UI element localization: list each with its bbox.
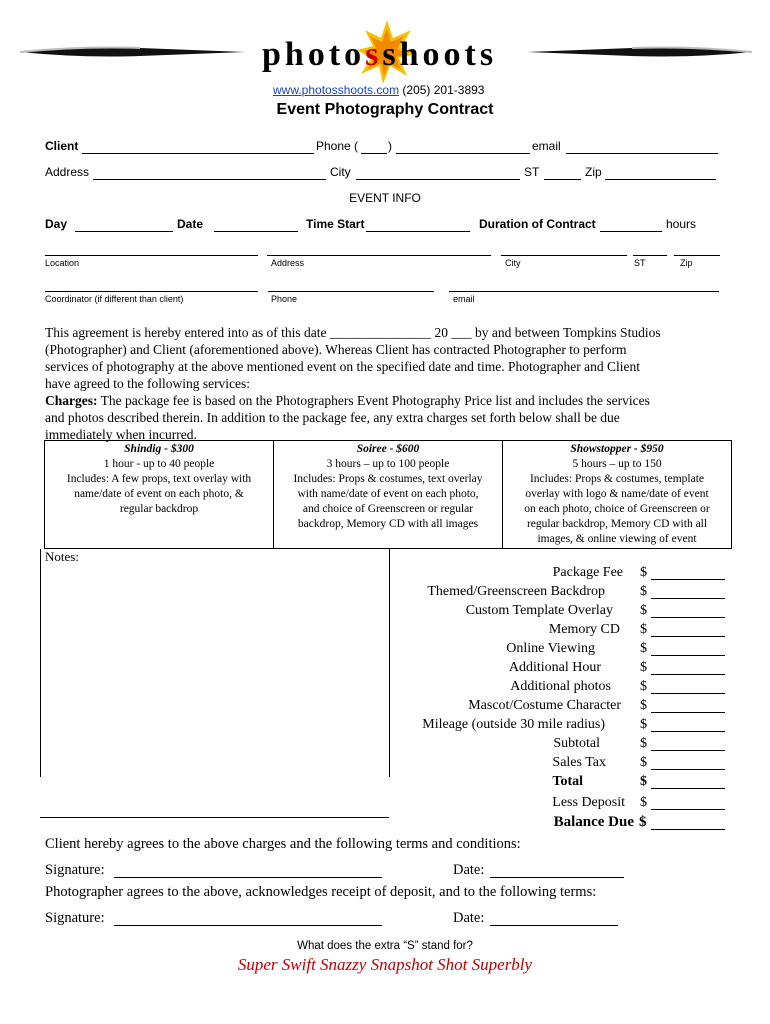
dollar-sign: $ bbox=[640, 603, 647, 618]
agreement-line-4: have agreed to the following services: bbox=[45, 376, 251, 391]
client-signature-label: Signature: bbox=[45, 862, 105, 878]
dollar-sign: $ bbox=[640, 736, 647, 751]
email-label: email bbox=[532, 139, 561, 153]
photographer-signature-field[interactable] bbox=[114, 925, 382, 926]
hours-label: hours bbox=[666, 217, 697, 231]
address-label: Address bbox=[45, 165, 90, 179]
package-soiree bbox=[274, 441, 503, 549]
location-caption: Location bbox=[45, 258, 80, 268]
package-line: 5 hours – up to 150 bbox=[572, 458, 662, 470]
event-st-caption: ST bbox=[634, 258, 646, 268]
package-shindig bbox=[45, 441, 274, 549]
fee-label: Memory CD bbox=[548, 622, 620, 637]
brand-text-pre: photo bbox=[262, 36, 366, 73]
fee-amount-field[interactable] bbox=[651, 655, 725, 656]
phone-label: Phone ( bbox=[316, 139, 359, 153]
notes-label: Notes: bbox=[45, 549, 79, 564]
package-line: backdrop, Memory CD with all images bbox=[297, 518, 479, 530]
fee-amount-field[interactable] bbox=[651, 712, 725, 713]
package-line: 1 hour - up to 40 people bbox=[103, 458, 215, 470]
fee-amount-field[interactable] bbox=[651, 731, 725, 732]
zip-field[interactable] bbox=[605, 179, 716, 180]
dollar-sign: $ bbox=[640, 584, 647, 599]
dollar-sign: $ bbox=[640, 641, 647, 656]
package-name: Showstopper - $950 bbox=[570, 443, 664, 455]
event-address-caption: Address bbox=[271, 258, 305, 268]
package-name: Soiree - $600 bbox=[356, 443, 420, 455]
day-label: Day bbox=[45, 217, 68, 231]
notes-bottom-line bbox=[40, 817, 389, 818]
coordinator-phone-field[interactable] bbox=[268, 291, 434, 292]
event-zip-caption: Zip bbox=[680, 258, 693, 268]
business-phone: (205) 201-3893 bbox=[402, 83, 485, 97]
footer-answer: Super Swift Snazzy Snapshot Shot Superbly bbox=[237, 955, 533, 974]
time-start-label: Time Start bbox=[306, 217, 365, 231]
package-line: with name/date of event on each photo, bbox=[297, 488, 479, 500]
event-info-heading: EVENT INFO bbox=[349, 191, 421, 205]
dollar-sign: $ bbox=[640, 774, 647, 789]
st-label: ST bbox=[524, 165, 540, 179]
phone-number-field[interactable] bbox=[396, 153, 530, 154]
dollar-sign: $ bbox=[640, 565, 647, 580]
fee-label: Additional Hour bbox=[508, 660, 601, 675]
package-line: on each photo, choice of Greenscreen or bbox=[524, 503, 710, 515]
event-address-field[interactable] bbox=[267, 255, 491, 256]
event-zip-field[interactable] bbox=[674, 255, 720, 256]
day-field[interactable] bbox=[75, 231, 173, 232]
fee-label: Subtotal bbox=[553, 736, 600, 751]
package-line: name/date of event on each photo, & bbox=[74, 488, 244, 500]
fee-amount-field[interactable] bbox=[651, 579, 725, 580]
package-line: regular backdrop, Memory CD with all bbox=[526, 518, 708, 530]
photographer-signature-label: Signature: bbox=[45, 910, 105, 926]
website-line bbox=[273, 83, 484, 97]
dollar-sign: $ bbox=[640, 622, 647, 637]
fee-amount-field[interactable] bbox=[651, 693, 725, 694]
package-line: Includes: Props & costumes, text overlay bbox=[293, 473, 483, 485]
dollar-sign: $ bbox=[640, 755, 647, 770]
client-date-label: Date: bbox=[453, 862, 485, 878]
balance-due-label: Balance Due bbox=[553, 814, 634, 830]
date-label: Date bbox=[177, 217, 204, 231]
agreement-line-3: services of photography at the above mentioned event on the specified date and time. Photographer and Client bbox=[45, 359, 640, 374]
brand-text-post: shoots bbox=[382, 36, 498, 73]
charges-line-3: immediately when incurred. bbox=[45, 427, 197, 442]
date-field[interactable] bbox=[214, 231, 298, 232]
client-label: Client bbox=[45, 139, 79, 153]
zip-label: Zip bbox=[585, 165, 602, 179]
event-state-field[interactable] bbox=[633, 255, 667, 256]
package-line: images, & online viewing of event bbox=[537, 533, 697, 545]
package-line: Includes: A few props, text overlay with bbox=[66, 473, 252, 485]
state-field[interactable] bbox=[544, 179, 581, 180]
client-terms-text: Client hereby agrees to the above charges and the following terms and conditions: bbox=[45, 836, 521, 852]
packages-row bbox=[45, 441, 732, 549]
packages-table bbox=[44, 440, 732, 549]
footer-question: What does the extra “S” stand for? bbox=[297, 940, 473, 952]
package-line: 3 hours – up to 100 people bbox=[326, 458, 450, 470]
fee-amount-field[interactable] bbox=[651, 636, 725, 637]
agreement-line-2: (Photographer) and Client (aforementioned above). Whereas Client has contracted Photographer to perform bbox=[45, 342, 627, 357]
fee-label: Themed/Greenscreen Backdrop bbox=[427, 584, 605, 599]
dollar-sign: $ bbox=[640, 698, 647, 713]
fee-amount-field[interactable] bbox=[651, 809, 725, 810]
duration-label: Duration of Contract bbox=[479, 217, 596, 231]
charges-line-1 bbox=[45, 392, 661, 409]
package-line: and choice of Greenscreen or regular bbox=[302, 503, 474, 515]
balance-due-field[interactable] bbox=[651, 829, 725, 830]
coordinator-email-caption: email bbox=[453, 294, 475, 304]
location-field[interactable] bbox=[45, 255, 258, 256]
city-field[interactable] bbox=[356, 179, 520, 180]
website-link[interactable]: www.photosshoots.com bbox=[273, 83, 400, 97]
dollar-sign: $ bbox=[640, 717, 647, 732]
fee-label: Less Deposit bbox=[552, 795, 625, 810]
dollar-sign: $ bbox=[640, 679, 647, 694]
fee-label: Package Fee bbox=[552, 565, 623, 580]
fee-label: Total bbox=[552, 774, 583, 789]
client-name-field[interactable] bbox=[82, 153, 314, 154]
event-city-field[interactable] bbox=[501, 255, 627, 256]
fee-amount-field[interactable] bbox=[651, 598, 725, 599]
package-line: Includes: Props & costumes, template bbox=[529, 473, 705, 485]
fee-label: Online Viewing bbox=[506, 641, 595, 656]
email-field[interactable] bbox=[566, 153, 718, 154]
duration-field[interactable] bbox=[600, 231, 662, 232]
photographer-date-field[interactable] bbox=[490, 925, 618, 926]
coordinator-field[interactable] bbox=[45, 291, 258, 292]
notes-box[interactable] bbox=[40, 549, 390, 777]
fee-label: Mascot/Costume Character bbox=[468, 698, 621, 713]
time-start-field[interactable] bbox=[366, 231, 470, 232]
coordinator-caption: Coordinator (if different than client) bbox=[45, 294, 184, 304]
agreement-line-1: This agreement is hereby entered into as of this date _______________ 20 ___ by and between Tompkins Studios bbox=[45, 325, 661, 340]
address-field[interactable] bbox=[93, 179, 326, 180]
client-date-field[interactable] bbox=[490, 877, 624, 878]
fee-amount-field[interactable] bbox=[651, 674, 725, 675]
fee-amount-field[interactable] bbox=[651, 750, 725, 751]
coordinator-phone-caption: Phone bbox=[271, 294, 298, 304]
left-swoosh-decoration bbox=[20, 43, 245, 61]
city-label: City bbox=[330, 165, 351, 179]
agreement-paragraph bbox=[45, 324, 661, 443]
event-city-caption: City bbox=[505, 258, 521, 268]
photographer-terms-text: Photographer agrees to the above, acknowledges receipt of deposit, and to the following terms: bbox=[45, 884, 597, 900]
charges-text-1: The package fee is based on the Photographers Event Photography Price list and includes the services bbox=[97, 393, 650, 408]
fee-label: Sales Tax bbox=[552, 755, 606, 770]
brand-text-s: s bbox=[365, 36, 383, 73]
fee-label: Additional photos bbox=[510, 679, 611, 694]
client-signature-field[interactable] bbox=[114, 877, 382, 878]
package-showstopper bbox=[503, 441, 732, 549]
dollar-sign: $ bbox=[640, 660, 647, 675]
right-swoosh-decoration bbox=[527, 43, 752, 61]
photographer-date-label: Date: bbox=[453, 910, 485, 926]
phone-close-paren: ) bbox=[388, 139, 392, 153]
fee-amount-field[interactable] bbox=[651, 769, 725, 770]
package-name: Shindig - $300 bbox=[124, 443, 194, 455]
dollar-sign: $ bbox=[640, 795, 647, 810]
coordinator-email-field[interactable] bbox=[449, 291, 719, 292]
charges-line-2: and photos described therein. In addition to the package fee, any extra charges set forth below shall be due bbox=[45, 410, 620, 425]
package-line: regular backdrop bbox=[119, 503, 199, 515]
fee-amount-field[interactable] bbox=[651, 617, 725, 618]
fee-amount-field[interactable] bbox=[651, 788, 725, 789]
page-title: Event Photography Contract bbox=[276, 101, 494, 118]
brand-logo bbox=[262, 36, 497, 74]
fee-label: Custom Template Overlay bbox=[465, 603, 613, 618]
dollar-sign: $ bbox=[639, 814, 647, 830]
phone-area-code-field[interactable] bbox=[361, 153, 387, 154]
package-line: overlay with logo & name/date of event bbox=[525, 488, 709, 500]
fee-label: Mileage (outside 30 mile radius) bbox=[422, 717, 605, 732]
charges-label: Charges: bbox=[45, 393, 98, 408]
